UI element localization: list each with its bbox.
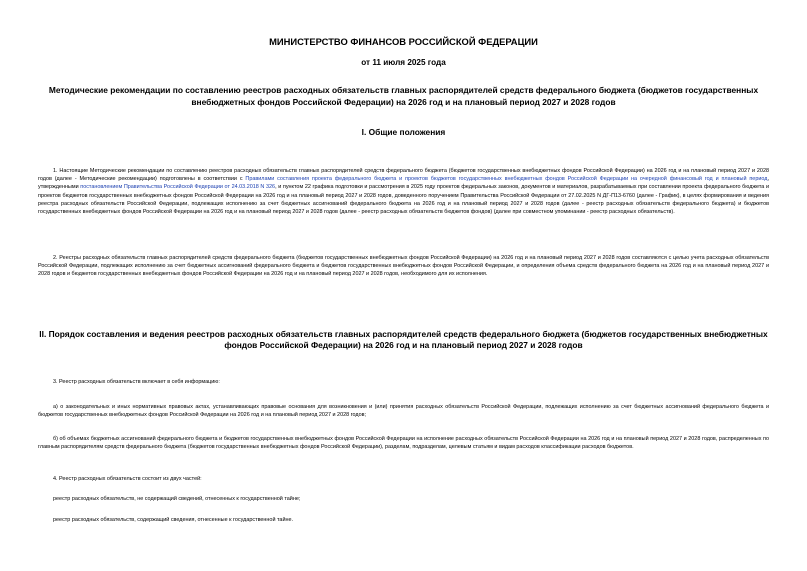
paragraph-1-text-b: , утвержденными [38, 176, 769, 191]
ministry-heading: МИНИСТЕРСТВО ФИНАНСОВ РОССИЙСКОЙ ФЕДЕРАЦИИ [269, 36, 538, 47]
paragraph-4: 4. Реестр расходных обязательств состоит из двух частей: [53, 476, 202, 482]
paragraph-1 [38, 167, 769, 216]
paragraph-3a: а) о законодательных и иных нормативных правовых актах, устанавливающих правовые основания для возникновения и (или) принятия расходных обязательств Российской Федерации, подлежащих исполнению за счет бюджетных ассигнований федерального бюджета и бюджетов государственных внебюджетных фондов Российской Федерации на 2026 год и на плановый период 2027 и 2028 годов; [38, 404, 769, 419]
paragraph-3: 3. Реестр расходных обязательств включает в себя информацию: [53, 379, 220, 385]
section-1-heading: I. Общие положения [361, 127, 446, 137]
resolution-link[interactable]: постановлением Правительства Российской Федерации от 24.03.2018 N 326 [80, 184, 276, 191]
section-2-heading: II. Порядок составления и ведения реестров расходных обязательств главных распорядителей средств федерального бюджета (бюджетов государственных внебюджетных фондов Российской Федерации) на 2026 год и на плановый период 2027 и 2028 годов [39, 329, 768, 350]
document-date: от 11 июля 2025 года [361, 58, 446, 67]
paragraph-4a: реестр расходных обязательств, не содержащий сведений, отнесенных к государственной тайне; [53, 496, 301, 502]
paragraph-2: 2. Реестры расходных обязательств главных распорядителей средств федерального бюджета (бюджетов государственных внебюджетных фондов Российской Федерации) на 2026 год и на плановый период 2027 и 2028 годов составляются с целью учета расходных обязательств Российской Федерации, подлежащих исполнению за счет бюджетных ассигнований федерального бюджета и бюджетов государственных внебюджетных фондов Российской Федерации, и определения объема средств федерального бюджета на 2026 год и на плановый период 2027 и 2028 годов и бюджетов государственных внебюджетных фондов Российской Федерации на 2026 год и на плановый период 2027 и 2028 годов, необходимого для их исполнения. [38, 255, 769, 278]
paragraph-4b: реестр расходных обязательств, содержащий сведения, отнесенные к государственной тайне. [53, 517, 294, 523]
paragraph-3b: б) об объемах бюджетных ассигнований федерального бюджета и бюджетов государственных внебюджетных фондов Российской Федерации на исполнение расходных обязательств Российской Федерации на 2026 год и на плановый период 2027 и 2028 годов, распределенных по главным распорядителям средств федерального бюджета (бюджетов государственных внебюджетных фондов Российской Федерации), разделам, подразделам, целевым статьям и видам расходов классификации расходов бюджетов. [38, 436, 769, 451]
document-title: Методические рекомендации по составлению реестров расходных обязательств главных распорядителей средств федерального бюджета (бюджетов государственных внебюджетных фондов Российской Федерации) на 2026 год и на плановый период 2027 и 2028 годов [48, 85, 759, 107]
rules-link[interactable]: Правилами составления проекта федерального бюджета и проектов бюджетов государственных внебюджетных фондов Российской Федерации на очередной финансовый год и плановый период [245, 176, 768, 183]
paragraph-1-text-c: , и пунктом 22 графика подготовки и рассмотрения в 2025 году проектов федеральных законов, документов и материалов, разрабатываемых при составлении проекта федерального бюджета и проектов бюджетов государственных внебюджетных фондов Российской Федерации на 2026 год и на плановый период 2027 и 2028 годов, доведенного поручением Правительства Российской Федерации от 27.02.2025 N ДГ-П13-6760 (далее - График), в целях формирования и ведения реестра расходных обязательств Российской Федерации, подлежащих исполнению за счет бюджетных ассигнований федерального бюджета на 2026 год и на плановый период 2027 и 2028 годов (далее - реестр расходных обязательств федерального бюджета) и бюджетов государственных внебюджетных фондов Российской Федерации на 2026 год и на плановый период 2027 и 2028 годов (далее - реестр расходных обязательств бюджетов фондов) (далее при совместном упоминании - реестр расходных обязательств). [38, 184, 769, 216]
paragraph-1-text-a: 1. Настоящие Методические рекомендации по составлению реестров расходных обязательств главных распорядителей средств федерального бюджета (бюджетов государственных внебюджетных фондов Российской Федерации) на 2026 год и на плановый период 2027 и 2028 годов (далее - Методические рекомендации) подготовлены в соответствии с [38, 168, 769, 183]
